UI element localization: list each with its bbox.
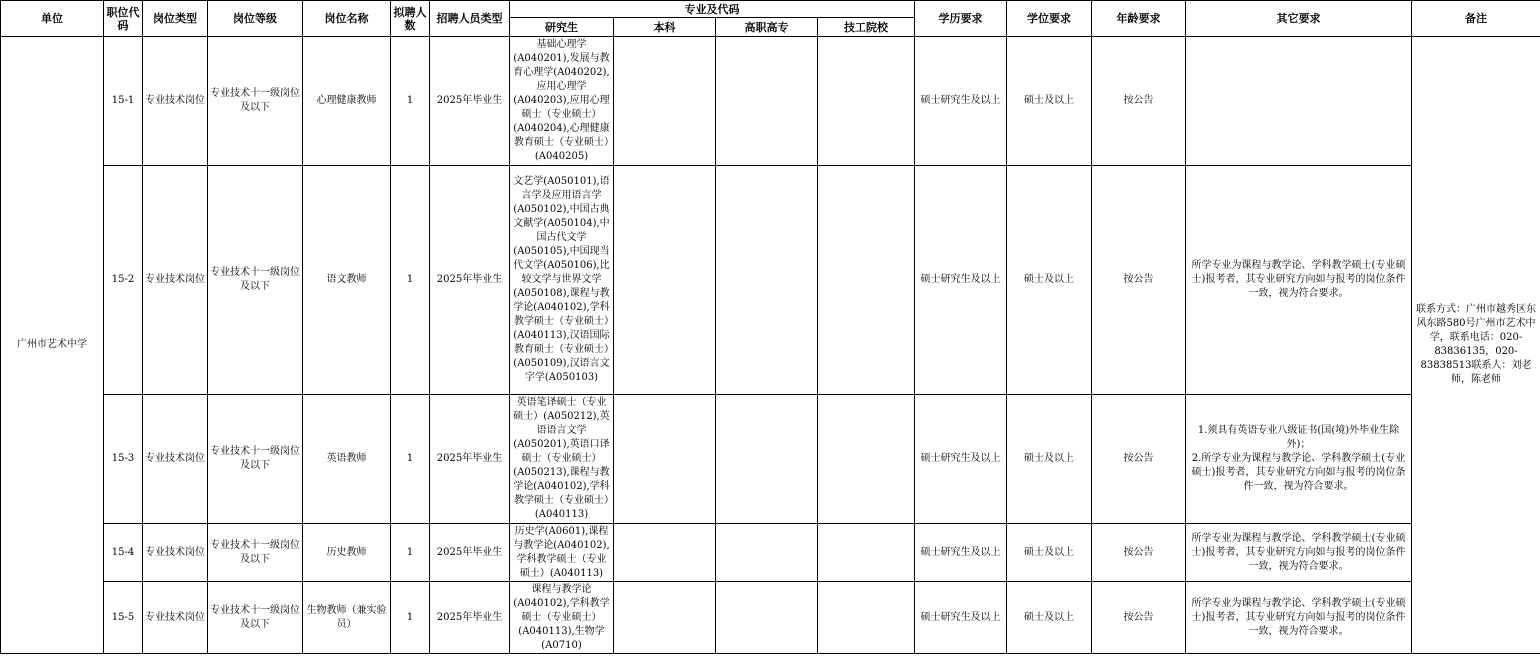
- post-name: 英语教师: [303, 395, 391, 524]
- post-type: 专业技术岗位: [143, 166, 208, 395]
- graduate-majors: 课程与教学论(A040102),学科教学硕士（专业硕士）(A040113),生物学(A0710): [510, 582, 614, 654]
- table-row: [1, 166, 1540, 395]
- technical-majors: [818, 524, 915, 582]
- other-req: 所学专业为课程与教学论、学科教学硕士(专业硕士)报考者，其专业研究方向如与报考的岗位条件一致，视为符合要求。: [1186, 166, 1412, 395]
- header-undergrad: 本科: [614, 18, 716, 37]
- planned-count: 1: [391, 37, 430, 166]
- job-code: 15-2: [104, 166, 143, 395]
- undergrad-majors: [614, 395, 716, 524]
- other-req: [1186, 395, 1412, 524]
- vocational-majors: [716, 37, 818, 166]
- recruit-type: 2025年毕业生: [430, 524, 510, 582]
- recruit-type: 2025年毕业生: [430, 395, 510, 524]
- header-graduate: 研究生: [510, 18, 614, 37]
- post-level: 专业技术十一级岗位及以下: [208, 37, 303, 166]
- header-post-level: 岗位等级: [208, 1, 303, 37]
- undergrad-majors: [614, 524, 716, 582]
- header-planned-count: 拟聘人数: [391, 1, 430, 37]
- technical-majors: [818, 37, 915, 166]
- header-row-1: [1, 1, 1540, 18]
- post-type: 专业技术岗位: [143, 582, 208, 654]
- post-level: 专业技术十一级岗位及以下: [208, 395, 303, 524]
- graduate-majors: 文艺学(A050101),语言学及应用语言学(A050102),中国古典文献学(A050104),中国古代文学(A050105),中国现当代文学(A050106),比较文学与世界文学(A050108),课程与教学论(A040102),学科教学硕士（专业硕士）(A040113),汉语国际教育硕士（专业硕士）(A050109),汉语言文字学(A050103): [510, 166, 614, 395]
- graduate-majors: 基础心理学(A040201),发展与教育心理学(A040202),应用心理学(A040203),应用心理硕士（专业硕士）(A040204),心理健康教育硕士（专业硕士）(A040205): [510, 37, 614, 166]
- undergrad-majors: [614, 582, 716, 654]
- post-type: 专业技术岗位: [143, 37, 208, 166]
- job-code: 15-1: [104, 37, 143, 166]
- education-req: 硕士研究生及以上: [915, 582, 1007, 654]
- table-row: [1, 582, 1540, 654]
- age-req: 按公告: [1092, 395, 1186, 524]
- education-req: 硕士研究生及以上: [915, 524, 1007, 582]
- job-code: 15-3: [104, 395, 143, 524]
- header-recruit-type: 招聘人员类型: [430, 1, 510, 37]
- recruit-type: 2025年毕业生: [430, 582, 510, 654]
- post-type: 专业技术岗位: [143, 395, 208, 524]
- technical-majors: [818, 166, 915, 395]
- header-vocational: 高职高专: [716, 18, 818, 37]
- header-age: 年龄要求: [1092, 1, 1186, 37]
- header-remarks: 备注: [1412, 1, 1540, 37]
- job-code: 15-5: [104, 582, 143, 654]
- header-technical: 技工院校: [818, 18, 915, 37]
- planned-count: 1: [391, 524, 430, 582]
- planned-count: 1: [391, 395, 430, 524]
- unit-name: 广州市艺术中学: [1, 37, 104, 654]
- degree-req: 硕士及以上: [1007, 582, 1092, 654]
- header-degree: 学位要求: [1007, 1, 1092, 37]
- header-post-type: 岗位类型: [143, 1, 208, 37]
- header-major-group: 专业及代码: [510, 1, 915, 18]
- education-req: 硕士研究生及以上: [915, 166, 1007, 395]
- remarks: 联系方式：广州市越秀区东风东路580号广州市艺术中学，联系电话：020-83836135，020-83838513联系人：刘老师，陈老师: [1412, 37, 1540, 654]
- post-name: 生物教师（兼实验员）: [303, 582, 391, 654]
- age-req: 按公告: [1092, 524, 1186, 582]
- post-level: 专业技术十一级岗位及以下: [208, 166, 303, 395]
- table-row: [1, 37, 1540, 166]
- degree-req: 硕士及以上: [1007, 37, 1092, 166]
- planned-count: 1: [391, 582, 430, 654]
- technical-majors: [818, 395, 915, 524]
- post-name: 语文教师: [303, 166, 391, 395]
- recruit-type: 2025年毕业生: [430, 37, 510, 166]
- undergrad-majors: [614, 37, 716, 166]
- other-req-line-2: 2.所学专业为课程与教学论、学科教学硕士(专业硕士)报考者，其专业研究方向如与报考的岗位条件一致，视为符合要求。: [1191, 453, 1406, 492]
- technical-majors: [818, 582, 915, 654]
- graduate-majors: 历史学(A0601),课程与教学论(A040102),学科教学硕士（专业硕士）(A040113): [510, 524, 614, 582]
- table-row: [1, 524, 1540, 582]
- age-req: 按公告: [1092, 37, 1186, 166]
- other-req: 所学专业为课程与教学论、学科教学硕士(专业硕士)报考者，其专业研究方向如与报考的岗位条件一致，视为符合要求。: [1186, 582, 1412, 654]
- vocational-majors: [716, 582, 818, 654]
- post-level: 专业技术十一级岗位及以下: [208, 582, 303, 654]
- vocational-majors: [716, 395, 818, 524]
- header-job-code: 职位代码: [104, 1, 143, 37]
- table-row: [1, 395, 1540, 524]
- header-post-name: 岗位名称: [303, 1, 391, 37]
- other-req: 所学专业为课程与教学论、学科教学硕士(专业硕士)报考者，其专业研究方向如与报考的岗位条件一致，视为符合要求。: [1186, 524, 1412, 582]
- age-req: 按公告: [1092, 166, 1186, 395]
- graduate-majors: 英语笔译硕士（专业硕士）(A050212),英语语言文学(A050201),英语口译硕士（专业硕士）(A050213),课程与教学论(A040102),学科教学硕士（专业硕士）(A040113): [510, 395, 614, 524]
- age-req: 按公告: [1092, 582, 1186, 654]
- education-req: 硕士研究生及以上: [915, 395, 1007, 524]
- degree-req: 硕士及以上: [1007, 524, 1092, 582]
- post-name: 心理健康教师: [303, 37, 391, 166]
- post-type: 专业技术岗位: [143, 524, 208, 582]
- post-level: 专业技术十一级岗位及以下: [208, 524, 303, 582]
- recruit-type: 2025年毕业生: [430, 166, 510, 395]
- vocational-majors: [716, 166, 818, 395]
- planned-count: 1: [391, 166, 430, 395]
- education-req: 硕士研究生及以上: [915, 37, 1007, 166]
- header-unit: 单位: [1, 1, 104, 37]
- other-req: [1186, 37, 1412, 166]
- vocational-majors: [716, 524, 818, 582]
- other-req-line-1: 1.须具有英语专业八级证书(国(境)外毕业生除外)；: [1197, 425, 1400, 450]
- job-code: 15-4: [104, 524, 143, 582]
- degree-req: 硕士及以上: [1007, 395, 1092, 524]
- undergrad-majors: [614, 166, 716, 395]
- post-name: 历史教师: [303, 524, 391, 582]
- degree-req: 硕士及以上: [1007, 166, 1092, 395]
- header-education: 学历要求: [915, 1, 1007, 37]
- header-other: 其它要求: [1186, 1, 1412, 37]
